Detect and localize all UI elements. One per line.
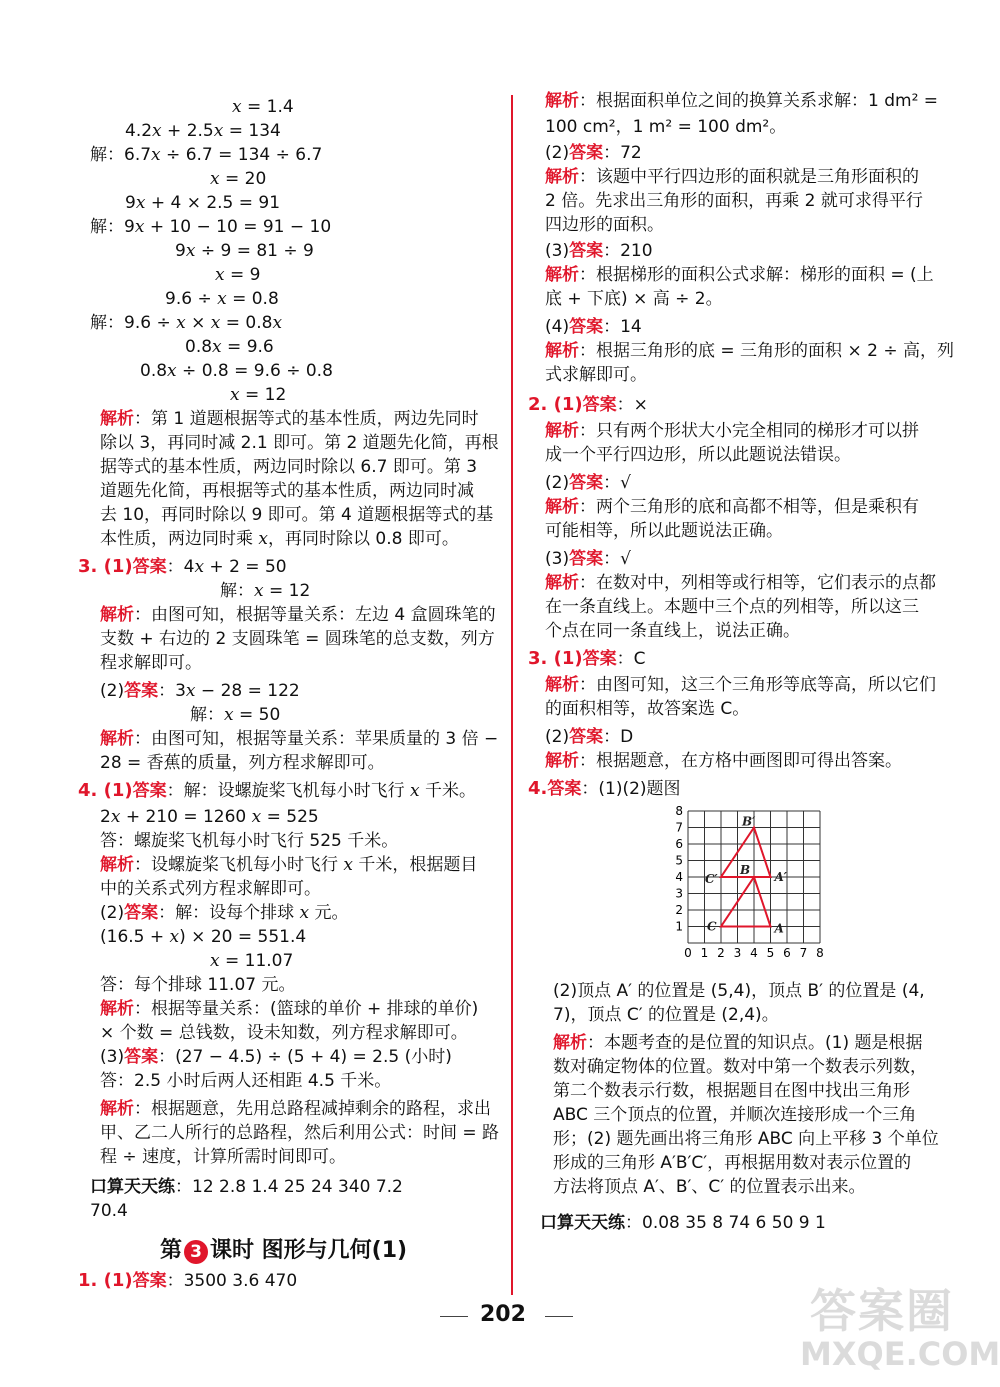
left-column-line: [165, 288, 279, 310]
question-number: 4.: [528, 778, 548, 799]
right-column-line: [545, 190, 923, 212]
line-text: ：解：设螺旋桨飞机每小时飞行 x 千米。: [166, 781, 477, 801]
page-number-dash-left: [440, 1316, 468, 1317]
item-prefix: 解：: [90, 313, 124, 333]
lesson-title-prefix: 第: [160, 1238, 183, 1263]
lesson-title-text: 课时 图形与几何(1): [210, 1238, 408, 1263]
right-column-line: [528, 394, 648, 416]
left-column-line: [100, 652, 202, 674]
line-text: ：3x − 28 = 122: [158, 681, 300, 701]
answer-label: 答案: [132, 781, 167, 801]
line-text: 式求解即可。: [545, 365, 647, 385]
line-text: x = 11.07: [210, 951, 294, 971]
line-text: 中的关系式列方程求解即可。: [100, 879, 321, 899]
question-number: 2. (1): [528, 394, 583, 415]
left-column-line: [100, 480, 474, 502]
line-text: x = 20: [210, 169, 267, 189]
watermark-url: MXQE.COM: [800, 1335, 1000, 1373]
line-text: 数对确定物体的位置。数对中第一个数表示列数，: [553, 1057, 927, 1077]
mental-math-label: 口算天天练: [540, 1213, 625, 1233]
right-column-line: [545, 496, 919, 518]
y-tick-label: 1: [675, 919, 683, 934]
analysis-label: 解析: [553, 1033, 587, 1053]
line-text: 9x + 4 × 2.5 = 91: [125, 193, 281, 213]
line-text: 据等式的基本性质，两边同时除以 6.7 即可。第 3: [100, 457, 478, 477]
line-text: 底 + 下底) × 高 ÷ 2。: [545, 289, 723, 309]
right-column-line: [545, 116, 786, 138]
line-text: ：D: [603, 727, 634, 747]
line-text: ：4x + 2 = 50: [166, 557, 287, 577]
analysis-label: 解析: [545, 167, 579, 187]
item-prefix: (3): [545, 241, 570, 261]
column-divider: [511, 95, 513, 1295]
item-prefix: (3): [100, 1047, 125, 1067]
line-text: 除以 3，再同时减 2.1 即可。第 2 道题先化简，再根: [100, 433, 499, 453]
right-column-line: [528, 778, 681, 800]
line-text: × 个数 = 总钱数，设未知数，列方程求解即可。: [100, 1023, 468, 1043]
line-text: 6.7x ÷ 6.7 = 134 ÷ 6.7: [124, 145, 323, 165]
item-prefix: 解：: [90, 145, 124, 165]
right-column-line: [528, 648, 645, 670]
line-text: ：解：设每个排球 x 元。: [158, 903, 349, 923]
left-column-line: [210, 168, 266, 190]
left-column-line: [78, 780, 476, 802]
left-column-line: [100, 902, 349, 924]
answer-label: 答案: [569, 317, 604, 337]
item-prefix: 解：: [90, 217, 124, 237]
right-column-line: [545, 214, 664, 236]
line-text: ：根据梯形的面积公式求解：梯形的面积 = (上: [579, 265, 934, 285]
right-column-line: [545, 698, 749, 720]
line-text: ：根据面积单位之间的换算关系求解：1 dm² =: [579, 91, 939, 111]
line-text: ：由图可知，根据等量关系：苹果质量的 3 倍 −: [134, 729, 499, 749]
x-tick-label: 8: [816, 946, 824, 960]
analysis-label: 解析: [545, 573, 579, 593]
line-text: ：根据题意，先用总路程减掉剩余的路程，求出: [134, 1099, 491, 1119]
left-column-line: [220, 580, 310, 602]
right-column-line: [545, 264, 934, 286]
line-text: 甲、乙二人所行的总路程，然后利用公式：时间 = 路: [100, 1123, 500, 1143]
analysis-label: 解析: [100, 409, 134, 429]
analysis-label: 解析: [545, 421, 579, 441]
answer-label: 答案: [569, 241, 604, 261]
line-text: x = 9: [215, 265, 261, 285]
line-text: ：0.08 35 8 74 6 50 9 1: [625, 1213, 826, 1233]
answer-label: 答案: [132, 1271, 167, 1291]
line-text: ：由图可知，这三个三角形等底等高，所以它们: [579, 675, 936, 695]
analysis-label: 解析: [545, 675, 579, 695]
x-tick-label: 6: [783, 946, 791, 960]
line-text: 支数 + 右边的 2 支圆珠笔 = 圆珠笔的总支数，列方: [100, 629, 495, 649]
left-column-line: [210, 950, 293, 972]
line-text: ：根据题意，在方格中画图即可得出答案。: [579, 751, 902, 771]
line-text: 解：x = 50: [190, 705, 281, 725]
left-column-line: [100, 974, 295, 996]
line-text: 9x + 10 − 10 = 91 − 10: [124, 217, 332, 237]
line-text: 9x ÷ 9 = 81 ÷ 9: [175, 241, 314, 261]
line-text: 的面积相等，故答案选 C。: [545, 699, 750, 719]
answer-label: 答案: [569, 473, 604, 493]
coordinate-grid-figure: [670, 804, 830, 970]
line-text: 7)，顶点 C′ 的位置是 (2,4)。: [553, 1005, 779, 1025]
line-text: 道题先化简，再根据等式的基本性质，两边同时减: [100, 481, 474, 501]
vertex-label: A′: [774, 870, 787, 884]
line-text: (16.5 + x) × 20 = 551.4: [100, 927, 307, 947]
left-column-line: [100, 680, 300, 702]
answer-label: 答案: [124, 903, 159, 923]
line-text: 100 cm²，1 m² = 100 dm²。: [545, 117, 787, 137]
answer-label: 答案: [582, 395, 617, 415]
right-column-line: [545, 674, 936, 696]
page-number: 202: [480, 1302, 526, 1327]
left-column-line: [100, 1046, 452, 1068]
question-number: 4. (1): [78, 780, 133, 801]
line-text: 答：2.5 小时后两人还相距 4.5 千米。: [100, 1071, 392, 1091]
x-tick-label: 1: [700, 946, 709, 960]
left-column-line: [100, 1022, 468, 1044]
left-column-line: [100, 998, 478, 1020]
line-text: 4.2x + 2.5x = 134: [125, 121, 281, 141]
right-column-line: [545, 472, 631, 494]
vertex-label: A: [774, 921, 784, 936]
question-number: 3. (1): [78, 556, 133, 577]
right-column-line: [545, 240, 653, 262]
right-column-line: [545, 750, 902, 772]
item-prefix: (3): [545, 549, 570, 569]
line-text: ABC 三个顶点的位置，并顺次连接形成一个三角: [553, 1105, 917, 1125]
line-text: 四边形的面积。: [545, 215, 664, 235]
mental-math-label: 口算天天练: [90, 1177, 175, 1197]
left-column-line: [100, 1122, 499, 1144]
line-text: x = 1.4: [232, 97, 294, 117]
left-column-line: [175, 240, 314, 262]
y-tick-label: 7: [675, 820, 683, 835]
line-text: 28 = 香蕉的质量，列方程求解即可。: [100, 753, 385, 773]
right-column-line: [545, 420, 919, 442]
right-column-line: [545, 316, 642, 338]
line-text: ：根据三角形的底 = 三角形的面积 × 2 ÷ 高，列: [579, 341, 954, 361]
x-tick-label: 2: [717, 946, 725, 960]
left-column-line: [125, 120, 281, 142]
line-text: 可能相等，所以此题说法正确。: [545, 521, 783, 541]
item-prefix: (2): [100, 681, 125, 701]
right-column-line: [545, 572, 936, 594]
answer-label: 答案: [132, 557, 167, 577]
right-column-line: [545, 596, 919, 618]
line-text: ：在数对中，列相等或行相等，它们表示的点都: [579, 573, 936, 593]
left-column-line: [100, 854, 477, 876]
left-column-line: [100, 806, 319, 828]
right-column-line: [545, 444, 851, 466]
left-column-line: [78, 1270, 297, 1292]
left-column-line: [185, 336, 274, 358]
answer-label: 答案: [124, 681, 159, 701]
line-text: ：设螺旋桨飞机每小时飞行 x 千米，根据题目: [134, 855, 478, 875]
right-column-line: [553, 1128, 939, 1150]
analysis-label: 解析: [100, 855, 134, 875]
line-text: ：(27 − 4.5) ÷ (5 + 4) = 2.5 (小时): [158, 1047, 452, 1067]
left-column-line: [190, 704, 280, 726]
right-column-line: [545, 288, 723, 310]
vertex-label: C: [707, 919, 717, 934]
x-tick-label: 7: [799, 946, 808, 960]
line-text: 9.6 ÷ x = 0.8: [165, 289, 279, 309]
left-column-line: [230, 384, 286, 406]
left-column-line: [100, 456, 477, 478]
line-text: 成一个平行四边形，所以此题说法错误。: [545, 445, 851, 465]
line-text: ：√: [603, 549, 631, 569]
line-text: ：两个三角形的底和高都不相等，但是乘积有: [579, 497, 919, 517]
line-text: 第二个数表示行数，根据题目在图中找出三角形: [553, 1081, 910, 1101]
analysis-label: 解析: [100, 605, 134, 625]
line-text: ：只有两个形状大小完全相同的梯形才可以拼: [579, 421, 919, 441]
question-number: 1. (1): [78, 1270, 133, 1291]
line-text: ：3500 3.6 470: [166, 1271, 298, 1291]
page-number-dash-right: [545, 1316, 573, 1317]
lesson-title: [160, 1233, 407, 1264]
left-column-line: [232, 96, 294, 118]
answer-label: 答案: [547, 779, 582, 799]
line-text: 形；(2) 题先画出将三角形 ABC 向上平移 3 个单位: [553, 1129, 939, 1149]
left-column-line: [100, 728, 498, 750]
line-text: ：C: [616, 649, 646, 669]
line-text: ：12 2.8 1.4 25 24 340 7.2: [175, 1177, 403, 1197]
line-text: 70.4: [90, 1201, 128, 1221]
y-tick-label: 2: [675, 903, 683, 917]
right-column-line: [545, 520, 783, 542]
x-tick-label: 3: [733, 946, 742, 960]
item-prefix: (4): [545, 317, 570, 337]
x-tick-label: 0: [684, 946, 692, 960]
line-text: 本性质，两边同时乘 x，再同时除以 0.8 即可。: [100, 529, 459, 549]
right-column-line: [545, 90, 938, 112]
left-column-line: [100, 878, 321, 900]
left-column-line: [100, 1070, 391, 1092]
line-text: ：本题考查的是位置的知识点。(1) 题是根据: [587, 1033, 923, 1053]
left-column-line: [100, 830, 398, 852]
line-text: ：14: [603, 317, 642, 337]
analysis-label: 解析: [545, 265, 579, 285]
line-text: 去 10，再同时除以 9 即可。第 4 道题根据等式的基: [100, 505, 494, 525]
item-prefix: (2): [545, 727, 570, 747]
vertex-label: B′: [742, 814, 756, 829]
line-text: 2x + 210 = 1260 x = 525: [100, 807, 319, 827]
line-text: ：72: [603, 143, 642, 163]
right-column-line: [553, 1056, 927, 1078]
x-tick-label: 4: [750, 946, 758, 960]
analysis-label: 解析: [545, 91, 579, 111]
line-text: 0.8x ÷ 0.8 = 9.6 ÷ 0.8: [140, 361, 333, 381]
analysis-label: 解析: [545, 341, 579, 361]
x-tick-label: 5: [766, 946, 775, 960]
line-text: ：第 1 道题根据等式的基本性质，两边先同时: [134, 409, 479, 429]
right-column-line: [553, 1104, 916, 1126]
analysis-label: 解析: [100, 999, 134, 1019]
left-column-line: [100, 408, 479, 430]
line-text: ：根据等量关系：(篮球的单价 + 排球的单价): [134, 999, 479, 1019]
line-text: ：由图可知，根据等量关系：左边 4 盒圆珠笔的: [134, 605, 496, 625]
y-tick-label: 6: [675, 837, 683, 851]
line-text: 0.8x = 9.6: [185, 337, 274, 357]
answer-label: 答案: [569, 549, 604, 569]
y-tick-label: 3: [675, 886, 683, 901]
answer-label: 答案: [569, 727, 604, 747]
vertex-label: B: [740, 863, 751, 877]
analysis-label: 解析: [100, 729, 134, 749]
right-column-line: [553, 1176, 866, 1198]
line-text: 方法将顶点 A′、B′、C′ 的位置表示出来。: [553, 1177, 866, 1197]
line-text: ：×: [616, 395, 648, 415]
item-prefix: (2): [545, 473, 570, 493]
line-text: 2 倍。先求出三角形的面积，再乘 2 就可求得平行: [545, 191, 923, 211]
line-text: 形成的三角形 A′B′C′，再根据用数对表示位置的: [553, 1153, 912, 1173]
vertex-label: C′: [705, 872, 718, 886]
left-column-line: [140, 360, 333, 382]
right-column-line: [545, 142, 642, 164]
line-text: ：该题中平行四边形的面积就是三角形面积的: [579, 167, 919, 187]
y-tick-label: 8: [675, 804, 683, 818]
left-column-line: [100, 432, 499, 454]
left-column-line: [90, 312, 282, 334]
y-tick-label: 5: [675, 853, 683, 868]
analysis-label: 解析: [545, 751, 579, 771]
right-column-line: [545, 340, 954, 362]
left-column-line: [100, 528, 459, 550]
item-prefix: (2): [545, 143, 570, 163]
line-text: x = 12: [230, 385, 287, 405]
right-column-line: [545, 620, 800, 642]
watermark-text: 答案圈: [810, 1284, 954, 1338]
line-text: ：210: [603, 241, 653, 261]
answer-label: 答案: [582, 649, 617, 669]
line-text: 解：x = 12: [220, 581, 311, 601]
line-text: 在一条直线上。本题中三个点的列相等，所以这三: [545, 597, 919, 617]
right-column-line: [553, 1032, 922, 1054]
right-column-line: [553, 1152, 911, 1174]
answer-label: 答案: [124, 1047, 159, 1067]
item-prefix: (2): [100, 903, 125, 923]
line-text: ：√: [603, 473, 631, 493]
left-column-line: [215, 264, 260, 286]
answer-label: 答案: [569, 143, 604, 163]
analysis-label: 解析: [100, 1099, 134, 1119]
line-text: 程 ÷ 速度，计算所需时间即可。: [100, 1147, 347, 1167]
line-text: 答：螺旋桨飞机每小时飞行 525 千米。: [100, 831, 399, 851]
left-column-line: [125, 192, 280, 214]
left-column-line: [100, 926, 306, 948]
right-column-line: [553, 1080, 910, 1102]
left-column-line: [100, 752, 385, 774]
right-column-line: [545, 364, 647, 386]
right-column-line: [553, 980, 925, 1002]
question-number: 3. (1): [528, 648, 583, 669]
left-column-line: [90, 1200, 128, 1222]
left-column-line: [100, 1146, 346, 1168]
right-column-line: [540, 1212, 826, 1234]
watermark-logo: [800, 1275, 1000, 1380]
line-text: 程求解即可。: [100, 653, 202, 673]
triangle-abc: [721, 877, 771, 927]
right-column-line: [545, 726, 633, 748]
left-column-line: [100, 604, 496, 626]
left-column-line: [100, 504, 493, 526]
left-column-line: [78, 556, 287, 578]
left-column-line: [100, 628, 495, 650]
left-column-line: [90, 1176, 403, 1198]
left-column-line: [90, 144, 322, 166]
analysis-label: 解析: [545, 497, 579, 517]
left-column-line: [90, 216, 331, 238]
line-text: 9.6 ÷ x × x = 0.8x: [124, 313, 283, 333]
y-tick-label: 4: [675, 870, 683, 884]
right-column-line: [553, 1004, 779, 1026]
line-text: 答：每个排球 11.07 元。: [100, 975, 296, 995]
right-column-line: [545, 166, 919, 188]
line-text: (2)顶点 A′ 的位置是 (5,4)，顶点 B′ 的位置是 (4,: [553, 981, 925, 1001]
lesson-number-badge: 3: [184, 1240, 208, 1264]
left-column-line: [100, 1098, 491, 1120]
right-column-line: [545, 548, 631, 570]
line-text: 个点在同一条直线上，说法正确。: [545, 621, 800, 641]
line-text: ：(1)(2)题图: [581, 779, 681, 799]
